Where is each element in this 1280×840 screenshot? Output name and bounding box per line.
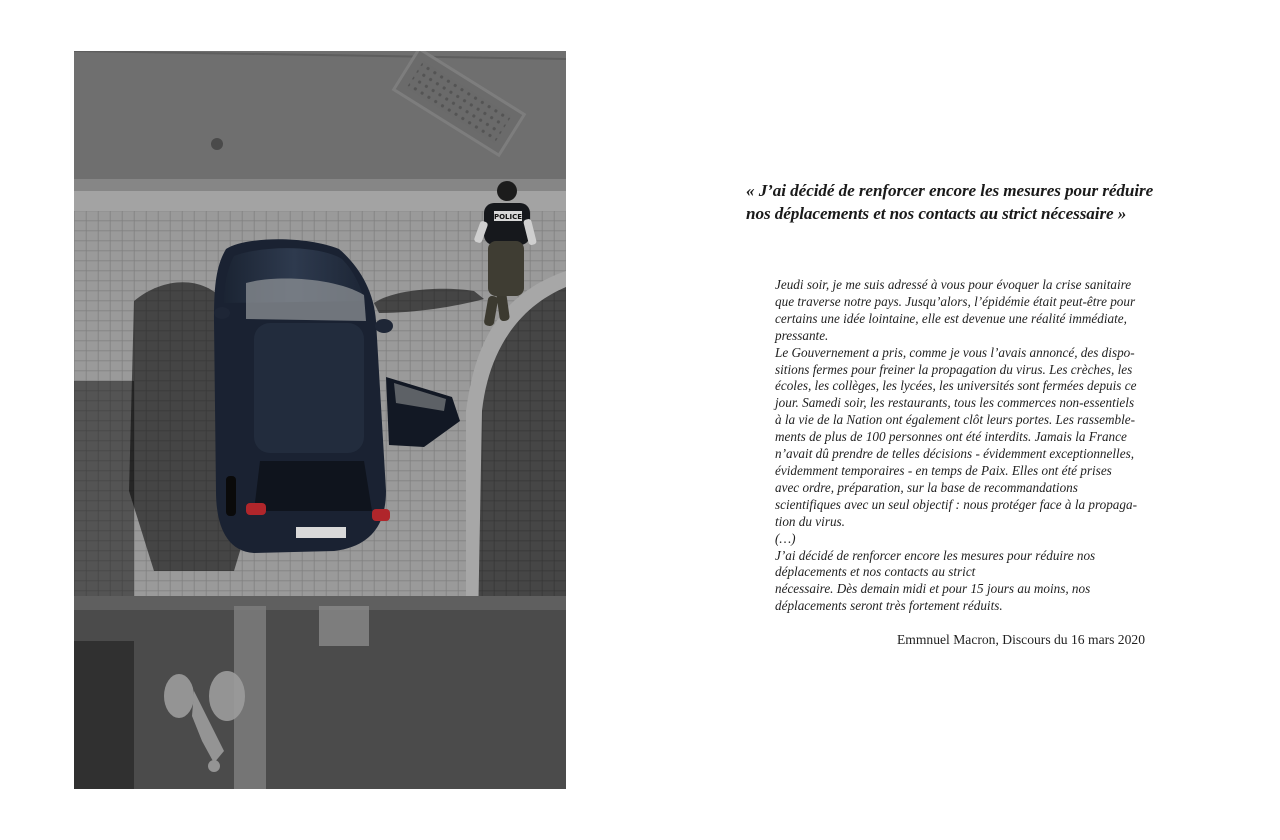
speech-line: jour. Samedi soir, les restaurants, tous les commerces non-essentiels [775, 395, 1135, 411]
quote-line: « J’ai décidé de renforcer encore les mesures pour réduire [746, 181, 1154, 200]
speech-line: évidemment temporaires - en temps de Paix. Elles ont été prises [775, 462, 1112, 478]
police-vest-label: POLICE [493, 213, 523, 221]
speech-line: déplacements seront très fortement réduits. [775, 598, 1003, 614]
speech-line: nécessaire. Dès demain midi et pour 15 jours au moins, nos [775, 581, 1091, 597]
speech-line: tion du virus. [775, 513, 845, 529]
speech-line: à la vie de la Nation ont également clôt leurs portes. Les rassemble- [775, 412, 1136, 428]
speech-line: certains une idée lointaine, elle est devenue une réalité immédiate, [775, 310, 1127, 326]
speech-line: n’avait dû prendre de telles décisions - évidemment exceptionnelles, [775, 446, 1134, 462]
speech-line: J’ai décidé de renforcer encore les mesures pour réduire nos [775, 547, 1096, 563]
speech-line: écoles, les collèges, les lycées, les universités sont fermées depuis ce [775, 378, 1137, 394]
attribution: Emmnuel Macron, Discours du 16 mars 2020 [896, 632, 1145, 647]
speech-excerpt [775, 277, 1155, 615]
speech-line: Le Gouvernement a pris, comme je vous l’avais annoncé, des dispo- [775, 344, 1135, 360]
street-photo [74, 51, 566, 789]
speech-line: avec ordre, préparation, sur la base de recommandations [775, 479, 1078, 495]
speech-line: sitions fermes pour freiner la propagation du virus. Les crèches, les [775, 361, 1133, 377]
quote-headline [746, 179, 1216, 225]
quote-line: nos déplacements et nos contacts au strict nécessaire » [746, 204, 1127, 223]
license-plate [296, 527, 346, 538]
speech-line: que traverse notre pays. Jusqu’alors, l’épidémie était peut-être pour [775, 293, 1136, 309]
speech-line: pressante. [775, 327, 829, 343]
speech-line: ments de plus de 100 personnes ont été interdits. Jamais la France [775, 429, 1127, 445]
speech-line: déplacements et nos contacts au strict [775, 564, 976, 580]
speech-line: scientifiques avec un seul objectif : nous protéger face à la propaga- [775, 496, 1137, 512]
speech-line: (…) [775, 530, 796, 546]
speech-line: Jeudi soir, je me suis adressé à vous pour évoquer la crise sanitaire [775, 277, 1132, 292]
curb [74, 179, 566, 191]
utility-cover [211, 138, 223, 150]
tail-light [246, 503, 266, 515]
